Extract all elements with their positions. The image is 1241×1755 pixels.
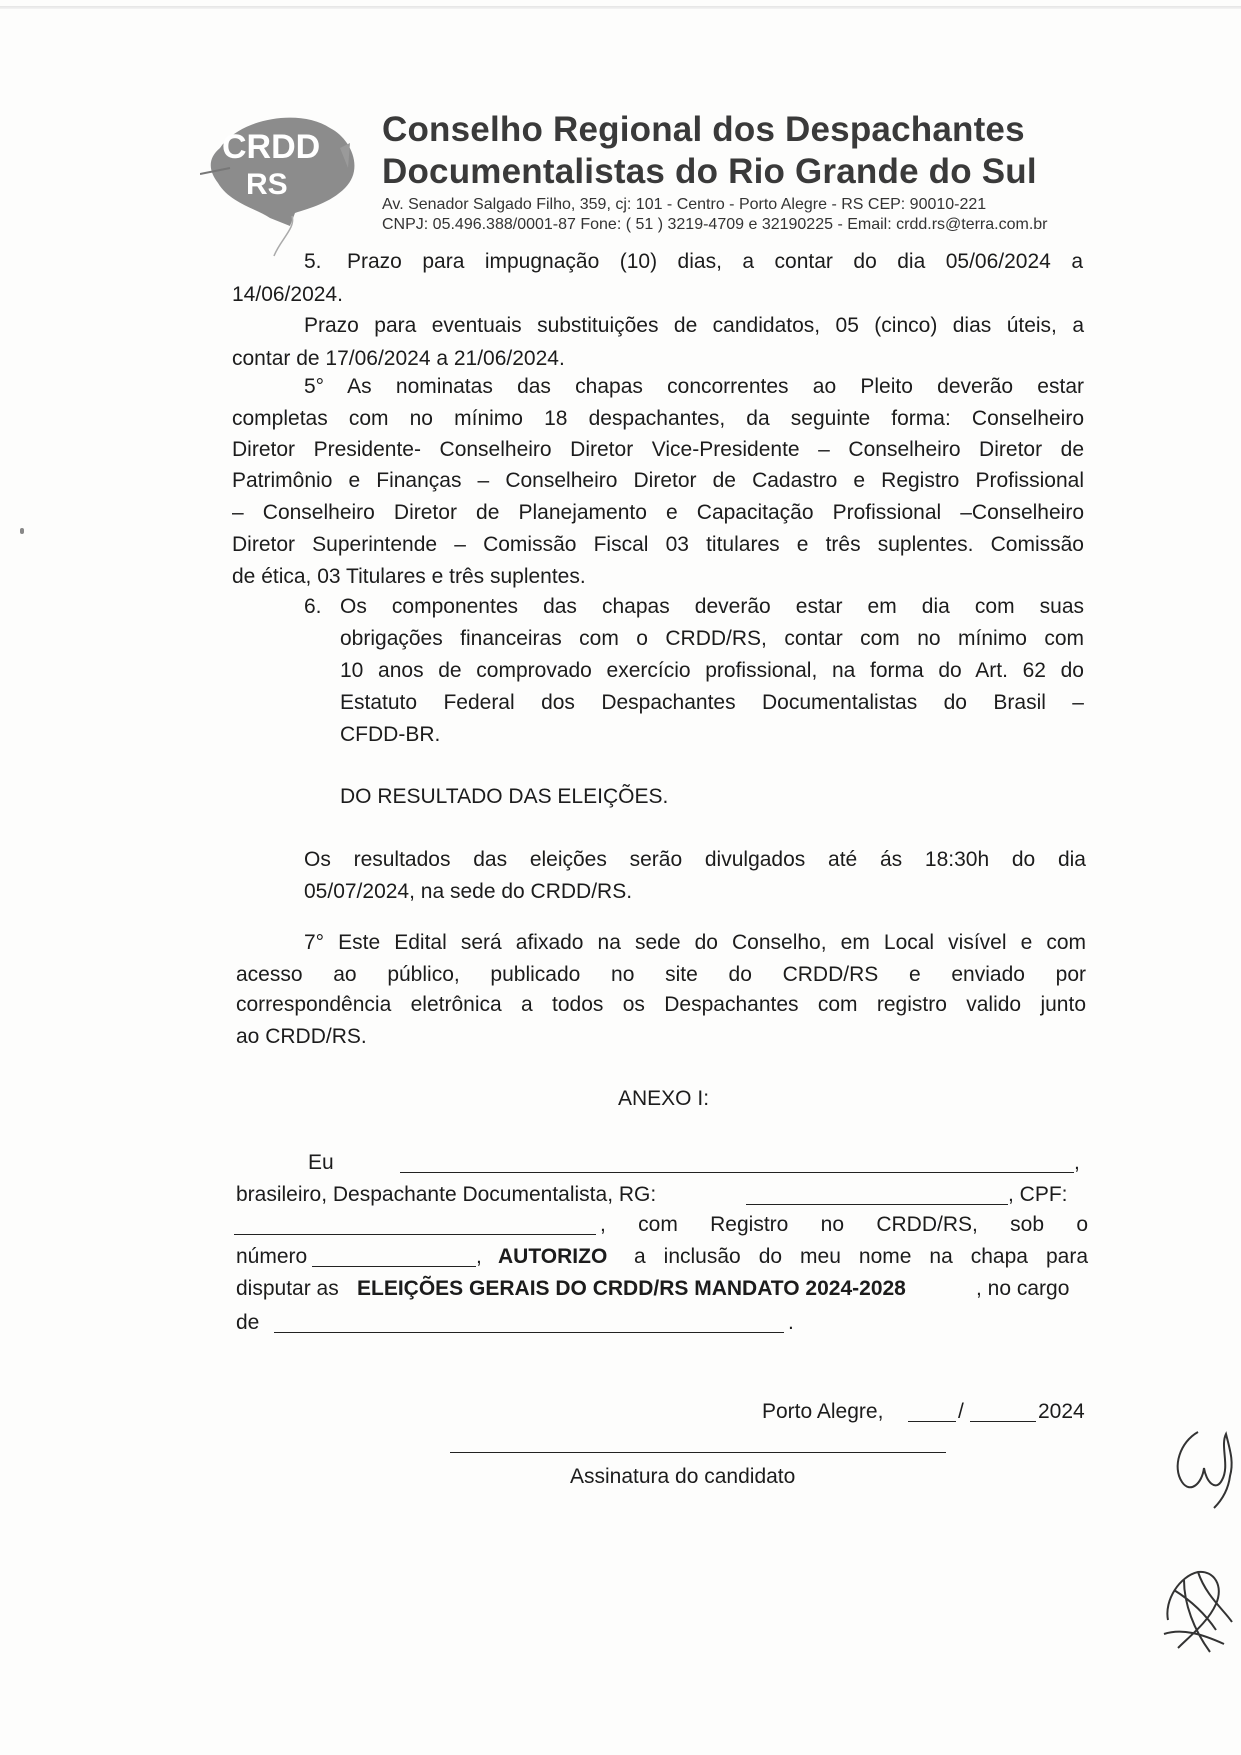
cargo-blank-line[interactable]: [274, 1312, 784, 1333]
logo-text-crdd: CRDD: [222, 128, 321, 166]
org-name-line1: Conselho Regional dos Despachantes: [382, 110, 1025, 149]
item5-line2: 14/06/2024.: [232, 283, 343, 306]
item6-line4: Estatuto Federal dos Despachantes Documentalistas do Brasil –: [340, 691, 1084, 714]
art7-line1: 7° Este Edital será afixado na sede do Conselho, em Local visível e com: [304, 931, 1086, 954]
item5-number: 5.: [304, 250, 322, 273]
signature-label: Assinatura do candidato: [570, 1465, 796, 1488]
art5-line1: 5° As nominatas das chapas concorrentes ao Pleito deverão estar: [304, 375, 1084, 398]
date-day-line[interactable]: [908, 1401, 956, 1422]
annex-autorizo: AUTORIZO: [498, 1245, 608, 1268]
rg-blank-line[interactable]: [746, 1184, 1008, 1205]
annex-disputar-suffix: , no cargo: [976, 1277, 1070, 1300]
annex-eu: Eu: [308, 1151, 334, 1174]
section-title: DO RESULTADO DAS ELEIÇÕES.: [340, 785, 669, 808]
address-line1: Av. Senador Salgado Filho, 359, cj: 101 - Centro - Porto Alegre - RS CEP: 90010-221: [382, 196, 987, 213]
item6-line2: obrigações financeiras com o CRDD/RS, contar com no mínimo com: [340, 627, 1084, 650]
art5-line6: Diretor Superintende – Comissão Fiscal 03 titulares e três suplentes. Comissão: [232, 533, 1084, 556]
date-city: Porto Alegre,: [762, 1400, 884, 1423]
art5-line2: completas com no mínimo 18 despachantes, da seguinte forma: Conselheiro: [232, 407, 1084, 430]
item5-line1: Prazo para impugnação (10) dias, a contar do dia 05/06/2024 a: [347, 250, 1083, 273]
annex-title: ANEXO I:: [618, 1087, 710, 1110]
annex-eleicoes-bold: ELEIÇÕES GERAIS DO CRDD/RS MANDATO 2024-2028: [357, 1277, 906, 1300]
result-line1: Os resultados das eleições serão divulgados até ás 18:30h do dia: [304, 848, 1086, 871]
subst-line1: Prazo para eventuais substituições de candidatos, 05 (cinco) dias úteis, a: [304, 314, 1084, 337]
annex-disputar-prefix: disputar as: [236, 1277, 339, 1300]
art7-line2: acesso ao público, publicado no site do CRDD/RS e enviado por: [236, 963, 1086, 986]
annex-rg-prefix: brasileiro, Despachante Documentalista, RG:: [236, 1183, 657, 1206]
scan-edge: [0, 6, 1241, 9]
annex-comma-2: ,: [476, 1245, 482, 1268]
date-year: 2024: [1038, 1400, 1085, 1423]
annex-de: de: [236, 1311, 260, 1334]
name-blank-line[interactable]: [400, 1152, 1074, 1173]
result-line2: 05/07/2024, na sede do CRDD/RS.: [304, 880, 633, 903]
annex-numero: número: [236, 1245, 308, 1268]
numero-blank-line[interactable]: [312, 1246, 476, 1267]
date-slash: /: [958, 1400, 964, 1423]
art5-line5: – Conselheiro Diretor de Planejamento e Capacitação Profissional –Conselheiro: [232, 501, 1084, 524]
signature-line[interactable]: [450, 1452, 946, 1453]
address-line2: CNPJ: 05.496.388/0001-87 Fone: ( 51 ) 3219-4709 e 32190225 - Email: crdd.rs@terra.com.br: [382, 216, 1048, 233]
subst-line2: contar de 17/06/2024 a 21/06/2024.: [232, 347, 565, 370]
art5-line3: Diretor Presidente- Conselheiro Diretor Vice-Presidente – Conselheiro Diretor de: [232, 438, 1084, 461]
art5-line4: Patrimônio e Finanças – Conselheiro Diretor de Cadastro e Registro Profissional: [232, 469, 1084, 492]
annex-cpf-suffix: , CPF:: [1008, 1183, 1068, 1206]
item6-line5: CFDD-BR.: [340, 723, 441, 746]
logo-text-rs: RS: [246, 168, 288, 201]
crdd-logo: [200, 108, 380, 258]
annex-autorizo-rest: a inclusão do meu nome na chapa para: [634, 1245, 1088, 1268]
item6-line3: 10 anos de comprovado exercício profissional, na forma do Art. 62 do: [340, 659, 1084, 682]
item6-line1: Os componentes das chapas deverão estar em dia com suas: [340, 595, 1084, 618]
annex-period: .: [788, 1311, 794, 1334]
handwritten-initial-2: [1154, 1560, 1238, 1660]
date-month-line[interactable]: [970, 1401, 1036, 1422]
art5-line7: de ética, 03 Titulares e três suplentes.: [232, 565, 586, 588]
art7-line4: ao CRDD/RS.: [236, 1025, 367, 1048]
org-name-line2: Documentalistas do Rio Grande do Sul: [382, 152, 1037, 191]
art7-line3: correspondência eletrônica a todos os Despachantes com registro valido junto: [236, 993, 1086, 1016]
item6-number: 6.: [304, 595, 322, 618]
annex-registro-suffix: , com Registro no CRDD/RS, sob o: [600, 1213, 1088, 1236]
handwritten-initial-1: [1160, 1422, 1240, 1512]
scan-speck: [20, 528, 24, 534]
annex-comma: ,: [1074, 1151, 1080, 1174]
cpf-blank-line[interactable]: [234, 1214, 596, 1235]
